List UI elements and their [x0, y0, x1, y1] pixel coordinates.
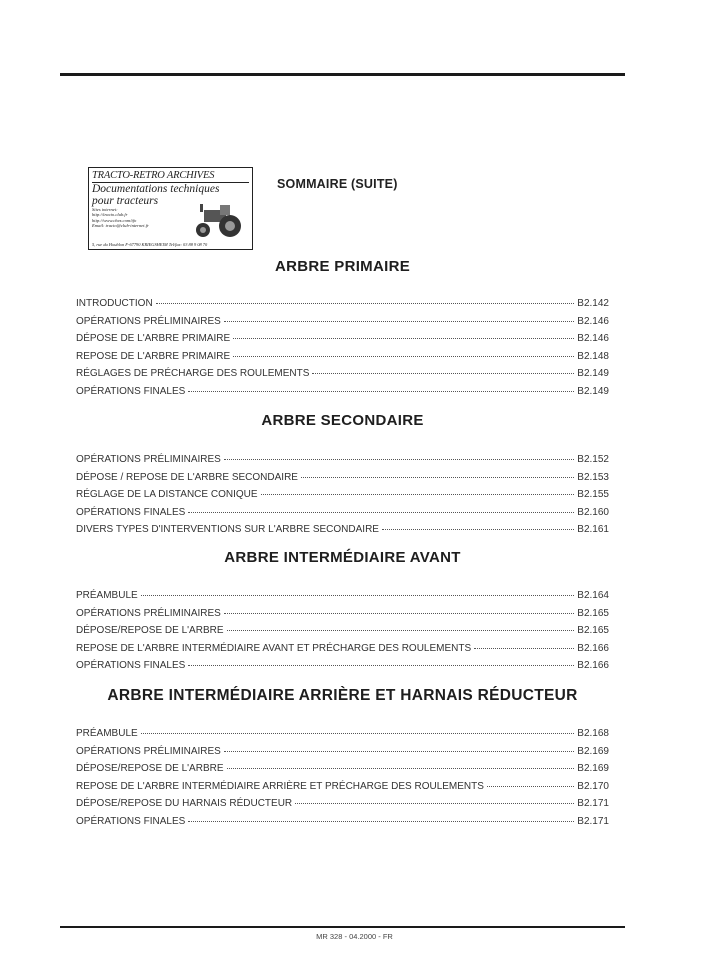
toc-entry [76, 504, 609, 522]
dot-leader [188, 512, 574, 513]
toc-entry [76, 348, 609, 366]
dot-leader [474, 648, 574, 649]
toc-label: REPOSE DE L'ARBRE PRIMAIRE [76, 350, 231, 362]
toc-entry [76, 813, 609, 831]
dot-leader [224, 459, 574, 460]
toc-page: B2.169 [577, 745, 609, 757]
toc-label: OPÉRATIONS FINALES [76, 385, 186, 397]
toc-label: DÉPOSE/REPOSE DE L'ARBRE [76, 763, 224, 774]
dot-leader [312, 373, 574, 374]
toc-page: B2.146 [577, 333, 609, 344]
dot-leader [301, 477, 574, 478]
toc-entry [76, 725, 609, 743]
bottom-rule [60, 926, 625, 928]
toc-page: B2.165 [577, 625, 609, 636]
dot-leader [188, 821, 574, 822]
dot-leader [261, 494, 575, 495]
toc-entry [76, 605, 609, 623]
toc-entry [76, 795, 609, 813]
toc-entry [76, 640, 609, 658]
toc-entry [76, 521, 609, 539]
toc-entry [76, 760, 609, 778]
toc-entry [76, 743, 609, 761]
toc-label: DÉPOSE DE L'ARBRE PRIMAIRE [76, 333, 231, 344]
toc-page: B2.146 [577, 315, 609, 327]
stamp-small-2: http://tracto.club.fr [92, 212, 128, 218]
toc-label: OPÉRATIONS FINALES [76, 660, 186, 671]
toc-page: B2.171 [577, 798, 609, 809]
stamp-small-3: http://www.chez.com/tfo [92, 217, 137, 223]
toc-label: DÉPOSE / REPOSE DE L'ARBRE SECONDAIRE [76, 471, 298, 483]
toc-page: B2.148 [577, 350, 609, 362]
dot-leader [141, 733, 575, 734]
toc-page: B2.170 [577, 780, 609, 792]
tractor-icon [190, 202, 246, 238]
toc-entry [76, 778, 609, 796]
toc-entry [76, 469, 609, 487]
stamp-line-2: pour tracteurs [92, 195, 159, 207]
section-title: ARBRE SECONDAIRE [261, 412, 424, 429]
dot-leader [295, 803, 574, 804]
dot-leader [156, 303, 575, 304]
section-arbre-secondaire [76, 412, 609, 539]
section-arbre-primaire [76, 258, 609, 400]
toc-label: OPÉRATIONS PRÉLIMINAIRES [76, 745, 221, 757]
toc-label: RÉGLAGE DE LA DISTANCE CONIQUE [76, 489, 258, 500]
toc-label: OPÉRATIONS PRÉLIMINAIRES [76, 315, 221, 327]
toc-label: PRÉAMBULE [76, 590, 138, 601]
toc-page: B2.165 [577, 607, 609, 619]
toc-page: B2.166 [577, 660, 609, 671]
toc-entry [76, 657, 609, 675]
dot-leader [224, 751, 574, 752]
stamp-address: 5, rue du Houblon F-67790 KRIEGSHEIM Tel/fax: 03 88 9 08 70 [92, 242, 208, 247]
toc-label: OPÉRATIONS PRÉLIMINAIRES [76, 607, 221, 619]
toc-label: OPÉRATIONS PRÉLIMINAIRES [76, 454, 221, 465]
section-arbre-intermediaire-avant [76, 549, 609, 675]
toc-label: REPOSE DE L'ARBRE INTERMÉDIAIRE ARRIÈRE ET PRÉCHARGE DES ROULEMENTS [76, 780, 484, 792]
toc-label: RÉGLAGES DE PRÉCHARGE DES ROULEMENTS [76, 368, 310, 379]
section-title: ARBRE INTERMÉDIAIRE AVANT [224, 549, 461, 566]
toc-entry [76, 451, 609, 469]
dot-leader [233, 356, 574, 357]
footer-reference: MR 328 - 04.2000 - FR [316, 932, 393, 941]
toc-page: B2.152 [577, 454, 609, 465]
top-rule [60, 73, 625, 76]
toc-page: B2.160 [577, 506, 609, 518]
stamp-small-1: Sites internet: [92, 207, 118, 212]
toc-entry [76, 622, 609, 640]
toc-label: PRÉAMBULE [76, 728, 138, 739]
dot-leader [188, 665, 574, 666]
toc-page: B2.149 [577, 385, 609, 397]
toc-page: B2.168 [577, 728, 609, 739]
dot-leader [141, 595, 575, 596]
toc-entry [76, 486, 609, 504]
section-arbre-intermediaire-arriere [76, 687, 609, 830]
toc-page: B2.153 [577, 471, 609, 483]
toc-page: B2.155 [577, 489, 609, 500]
toc-label: DIVERS TYPES D'INTERVENTIONS SUR L'ARBRE SECONDAIRE [76, 524, 379, 535]
toc-page: B2.164 [577, 590, 609, 601]
toc-label: DÉPOSE/REPOSE DU HARNAIS RÉDUCTEUR [76, 798, 293, 809]
toc-label: INTRODUCTION [76, 298, 153, 309]
summary-title: SOMMAIRE (SUITE) [277, 177, 398, 191]
toc-entry [76, 383, 609, 401]
toc-page: B2.171 [577, 815, 609, 827]
toc-entry [76, 365, 609, 383]
toc-page: B2.161 [577, 524, 609, 535]
stamp-line-1: Documentations techniques [92, 183, 220, 195]
dot-leader [224, 321, 574, 322]
archive-stamp [88, 167, 253, 250]
toc-label: REPOSE DE L'ARBRE INTERMÉDIAIRE AVANT ET PRÉCHARGE DES ROULEMENTS [76, 642, 472, 654]
dot-leader [487, 786, 574, 787]
stamp-title: TRACTO-RETRO ARCHIVES [92, 170, 249, 183]
toc-page: B2.149 [577, 368, 609, 379]
toc-page: B2.169 [577, 763, 609, 774]
toc-page: B2.142 [577, 298, 609, 309]
dot-leader [188, 391, 574, 392]
toc-entry [76, 295, 609, 313]
dot-leader [227, 768, 575, 769]
toc-page: B2.166 [577, 642, 609, 654]
toc-entry [76, 587, 609, 605]
toc-label: DÉPOSE/REPOSE DE L'ARBRE [76, 625, 224, 636]
section-title: ARBRE INTERMÉDIAIRE ARRIÈRE ET HARNAIS RÉDUCTEUR [107, 687, 578, 704]
toc-entry [76, 330, 609, 348]
toc-label: OPÉRATIONS FINALES [76, 815, 186, 827]
toc-entry [76, 313, 609, 331]
dot-leader [224, 613, 574, 614]
dot-leader [382, 529, 574, 530]
toc-label: OPÉRATIONS FINALES [76, 506, 186, 518]
section-title: ARBRE PRIMAIRE [274, 258, 411, 275]
dot-leader [227, 630, 575, 631]
dot-leader [233, 338, 574, 339]
stamp-small-4: Email: tracto@club-internet.fr [92, 223, 149, 229]
